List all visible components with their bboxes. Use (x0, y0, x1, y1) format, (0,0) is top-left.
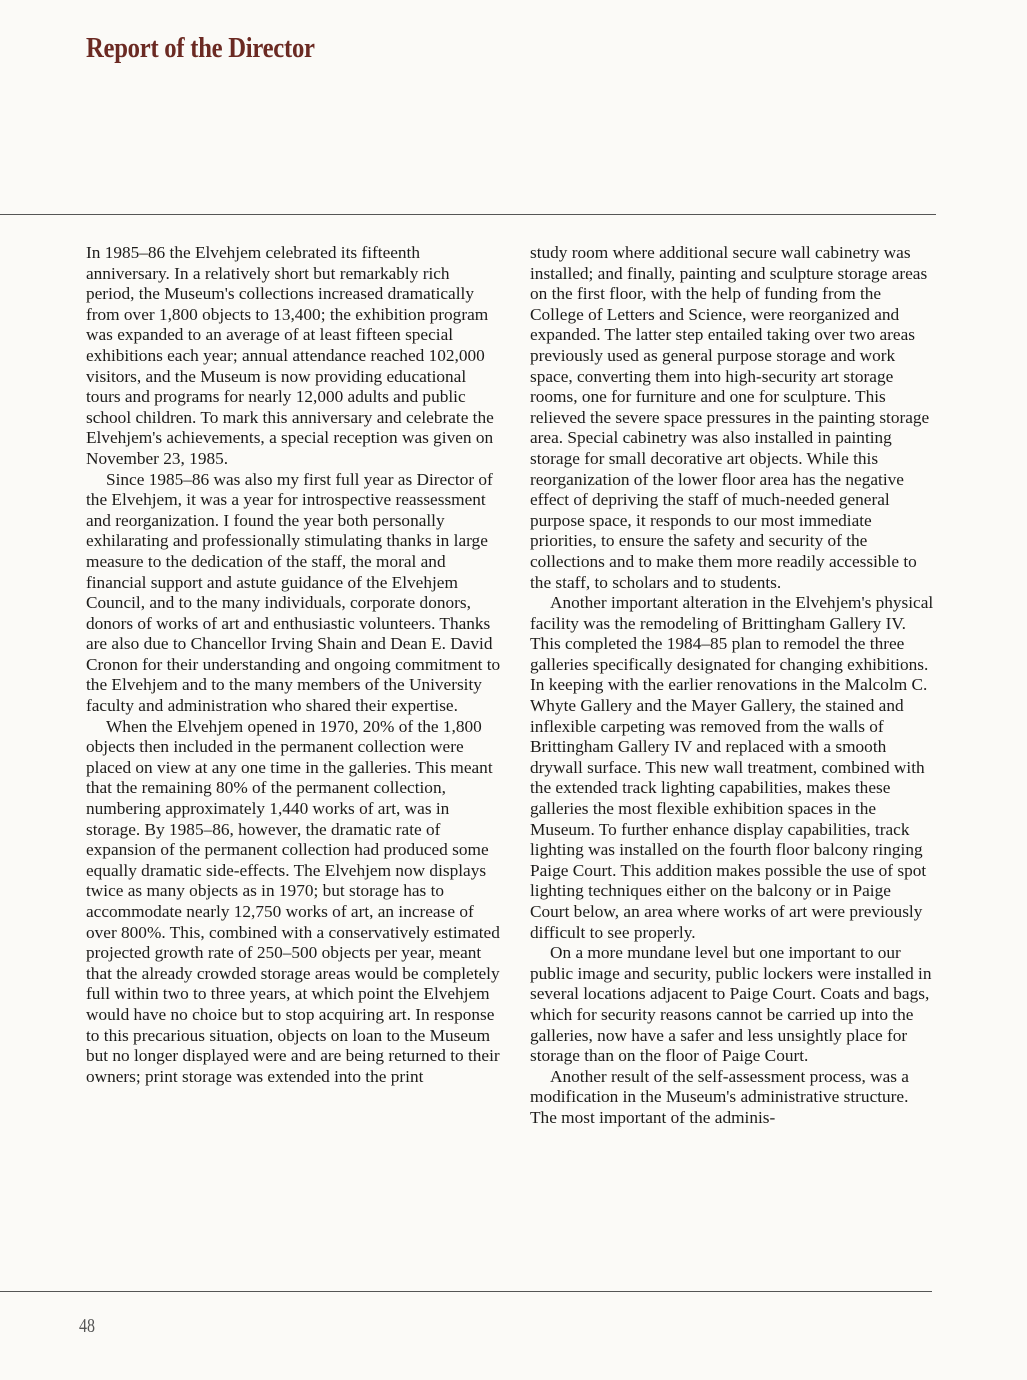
paragraph: On a more mundane level but one important to our public image and security, public lockers were installed in several locations adjacent to Paige Court. Coats and bags, which for security reasons cannot be carried up into the galleries, now have a safer and less unsightly place for storage than on the floor of Paige Court. (530, 943, 932, 1066)
paragraph: study room where additional secure wall cabinetry was installed; and finally, painting and sculpture storage areas on the first floor, with the help of funding from the College of Letters and Science, were reorganized and expanded. The latter step entailed taking over two areas previously used as general purpose storage and work space, converting them into high-security art storage rooms, one for furniture and one for sculpture. This relieved the severe space pressures in the painting storage area. Special cabinetry was also installed in painting storage for small decorative art objects. While this reorganization of the lower floor area has the negative effect of depriving the staff of much-needed general purpose space, it responds to our most immediate priorities, to ensure the safety and security of the collections and to make them more readily accessible to the staff, to scholars and to students. (530, 243, 930, 592)
paragraph: Since 1985–86 was also my first full year as Director of the Elvehjem, it was a year for introspective reassessment and reorganization. I found the year both personally exhilarating and professionally stimulating thanks in large measure to the dedication of the staff, the moral and financial support and astute guidance of the Elvehjem Council, and to the many individuals, corporate donors, donors of works of art and enthusiastic volunteers. Thanks are also due to Chancellor Irving Shain and Dean E. David Cronon for their understanding and ongoing commitment to the Elvehjem and to the many members of the University faculty and administration who shared their expertise. (86, 469, 501, 716)
paragraph: In 1985–86 the Elvehjem celebrated its fifteenth anniversary. In a relatively short but remarkably rich period, the Museum's collections increased dramatically from over 1,800 objects to 13,400; the exhibition program was expanded to an average of at least fifteen special exhibitions each year; annual attendance reached 102,000 visitors, and the Museum is now providing educational tours and programs for nearly 12,000 adults and public school children. To mark this anniversary and celebrate the Elvehjem's achievements, a special reception was given on November 23, 1985. (86, 243, 494, 468)
paragraph: When the Elvehjem opened in 1970, 20% of the 1,800 objects then included in the permanent collection were placed on view at any one time in the galleries. This meant that the remaining 80% of the permanent collection, numbering approximately 1,440 works of art, was in storage. By 1985–86, however, the dramatic rate of expansion of the permanent collection had produced some equally dramatic side-effects. The Elvehjem now displays twice as many objects as in 1970; but storage has to accommodate nearly 12,750 works of art, an increase of over 800%. This, combined with a conservatively estimated projected growth rate of 250–500 objects per year, meant that the already crowded storage areas would be completely full within two to three years, at which point the Elvehjem would have no choice but to stop acquiring art. In response to this precarious situation, objects on loan to the Museum but no longer displayed were and are being returned to their owners; print storage was extended into the print (86, 716, 500, 1086)
bottom-divider (0, 1291, 932, 1292)
paragraph: Another result of the self-assessment process, was a modification in the Museum's administrative structure. The most important of the adminis- (530, 1066, 909, 1127)
right-column (530, 243, 934, 1129)
page-number: 48 (79, 1315, 95, 1337)
paragraph: Another important alteration in the Elvehjem's physical facility was the remodeling of Brittingham Gallery IV. This completed the 1984–85 plan to remodel the three galleries specifically designated for changing exhibitions. In keeping with the earlier renovations in the Malcolm C. Whyte Gallery and the Mayer Gallery, the stained and inflexible carpeting was removed from the walls of Brittingham Gallery IV and replaced with a smooth drywall surface. This new wall treatment, combined with the extended track lighting capabilities, makes these galleries the most flexible exhibition spaces in the Museum. To further enhance display capabilities, track lighting was installed on the fourth floor balcony ringing Paige Court. This addition makes possible the use of spot lighting techniques either on the balcony or in Paige Court below, an area where works of art were previously difficult to see properly. (530, 593, 934, 942)
top-divider (0, 214, 936, 215)
left-column (86, 243, 502, 1087)
page-title: Report of the Director (86, 32, 315, 64)
